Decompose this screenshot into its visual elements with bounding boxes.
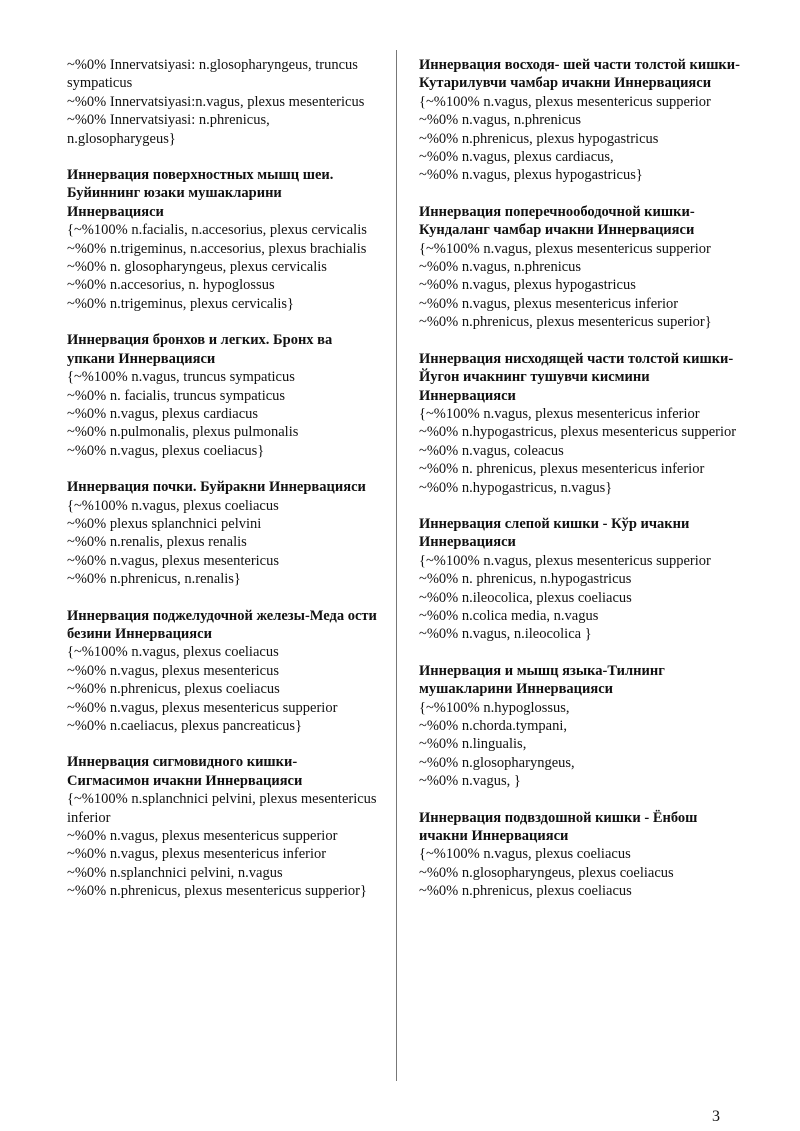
answer-option: ~%0% n.phrenicus, plexus mesentericus supperior} (67, 883, 367, 900)
answer-option: ~%0% n.phrenicus, plexus coeliacus (67, 681, 280, 698)
answer-option: ~%0% n.pulmonalis, plexus pulmonalis (67, 424, 299, 441)
question-heading: Иннервация сигмовидного кишки-Сигмасимон ичакни Иннервацияси (67, 754, 303, 789)
answer-option: ~%0% n. phrenicus, n.hypogastricus (419, 571, 632, 588)
answer-option: ~%0% n.vagus, plexus cardiacus (67, 405, 259, 422)
answer-option: ~%0% n.phrenicus, plexus hypogastricus (419, 130, 659, 147)
answer-option: ~%0% n.vagus, plexus mesentericus inferior (419, 295, 679, 312)
answer-option: {~%100% n.vagus, plexus mesentericus supperior (419, 240, 711, 257)
answer-option: {~%100% n.splanchnici pelvini, plexus mesentericus inferior (67, 791, 377, 826)
answer-option: ~%0% n.chorda.tympani, (419, 718, 567, 734)
answer-option: {~%100% n.vagus, plexus mesentericus supperior (419, 93, 711, 110)
answer-option: ~%0% n.vagus, n.phrenicus (419, 259, 582, 276)
question-heading: Иннервация подвздошной кишки - Ёнбош ичакни Иннервацияси (419, 809, 698, 845)
answer-option: ~%0% n.phrenicus, plexus coeliacus (419, 883, 632, 900)
answer-option: {~%100% n.hypoglossus, (419, 699, 570, 716)
answer-option: ~%0% n.vagus, plexus cardiacus, (419, 149, 614, 166)
answer-option: {~%100% n.facialis, n.accesorius, plexus cervicalis (67, 222, 367, 239)
answer-option: ~%0% n.caeliacus, plexus pancreaticus} (67, 718, 303, 734)
answer-option: {~%100% n.vagus, plexus coeliacus (67, 644, 279, 661)
question-block (67, 607, 377, 736)
question-block (67, 166, 377, 313)
answer-option: ~%0% n.ileocolica, plexus coeliacus (419, 589, 632, 606)
right-column (419, 56, 749, 919)
answer-option: ~%0% n.trigeminus, n.accesorius, plexus brachialis (67, 240, 367, 257)
answer-option: ~%0% n.lingualis, (419, 736, 527, 753)
answer-option: ~%0% n.vagus, } (419, 773, 521, 790)
question-heading: Иннервация нисходящей части толстой кишки-Йугон ичакнинг тушувчи кисмини Иннервацияси (419, 350, 734, 404)
answer-option: ~%0% n.vagus, plexus hypogastricus (419, 277, 636, 294)
question-block (419, 350, 749, 497)
question-heading: Иннервация поперечноободочной кишки-Кундаланг чамбар ичакни Иннервацияси (419, 203, 695, 239)
answer-option: ~%0% n.hypogastricus, n.vagus} (419, 479, 613, 496)
question-heading: Иннервация почки. Буйракни Иннервацияси (67, 479, 366, 496)
answer-option: ~%0% n.vagus, plexus mesentericus (67, 552, 280, 569)
answer-option: {~%100% n.vagus, plexus mesentericus inferior (419, 405, 700, 422)
page-number: 3 (712, 1108, 720, 1125)
left-column (67, 56, 377, 919)
question-block (67, 478, 377, 588)
answer-option: ~%0% n.vagus, plexus mesentericus (67, 662, 280, 679)
answer-option: ~%0% n.phrenicus, n.renalis} (67, 571, 241, 588)
answer-option: ~%0% Innervatsiyasi:n.vagus, plexus mesentericus (67, 93, 365, 110)
question-heading: Иннервация слепой кишки - Кўр ичакни Иннервацияси (419, 515, 690, 551)
answer-option: {~%100% n.vagus, truncus sympaticus (67, 369, 295, 386)
answer-option: ~%0% Innervatsiyasi: n.glosopharyngeus, truncus sympaticus (67, 57, 358, 92)
question-heading: Иннервация бронхов и легких. Бронх ва упкани Иннервацияси (67, 332, 333, 367)
question-heading: Иннервация и мышц языка-Тилнинг мушакларини Иннервацияси (419, 662, 665, 698)
answer-option: ~%0% plexus splanchnici pelvini (67, 515, 262, 532)
answer-option: {~%100% n.vagus, plexus mesentericus supperior (419, 552, 711, 569)
answer-option: ~%0% n.accesorius, n. hypoglossus (67, 277, 275, 294)
answer-option: ~%0% n.vagus, plexus mesentericus inferior (67, 846, 327, 863)
answer-option: ~%0% n.vagus, n.phrenicus (419, 112, 582, 129)
question-heading: Иннервация восходя- шей части толстой кишки-Кутарилувчи чамбар ичакни Иннервацияси (419, 57, 740, 92)
answer-option: ~%0% n.glosopharyngeus, (419, 754, 575, 771)
answer-option: {~%100% n.vagus, plexus coeliacus (67, 497, 279, 514)
answer-option: ~%0% n. glosopharyngeus, plexus cervicalis (67, 259, 327, 276)
answer-option: ~%0% Innervatsiyasi: n.phrenicus, n.glosopharygeus} (67, 112, 270, 147)
question-block (419, 809, 749, 901)
question-block (67, 331, 377, 460)
question-block (67, 753, 377, 900)
answer-option: ~%0% n.splanchnici pelvini, n.vagus (67, 864, 283, 881)
answer-option: ~%0% n.vagus, coleacus (419, 442, 564, 459)
question-heading: Иннервация поверхностных мышц шеи. Буйиннинг юзаки мушакларини Иннервацияси (67, 167, 334, 220)
answer-option: {~%100% n.vagus, plexus coeliacus (419, 846, 631, 863)
answer-option: ~%0% n.renalis, plexus renalis (67, 534, 247, 551)
answer-option: ~%0% n.hypogastricus, plexus mesentericus supperior (419, 424, 737, 441)
answer-option: ~%0% n.vagus, plexus mesentericus supperior (67, 828, 338, 845)
answer-option: ~%0% n. facialis, truncus sympaticus (67, 387, 286, 404)
answer-option: ~%0% n.vagus, plexus mesentericus supperior (67, 699, 338, 716)
answer-option: ~%0% n.vagus, n.ileocolica } (419, 626, 592, 643)
answer-option: ~%0% n.colica media, n.vagus (419, 607, 599, 624)
answer-option: ~%0% n. phrenicus, plexus mesentericus inferior (419, 461, 705, 478)
question-block (419, 515, 749, 644)
question-block (419, 56, 749, 185)
answer-option: ~%0% n.vagus, plexus hypogastricus} (419, 167, 643, 184)
answer-option: ~%0% n.vagus, plexus coeliacus} (67, 442, 265, 459)
answer-option: ~%0% n.phrenicus, plexus mesentericus superior} (419, 314, 712, 331)
column-divider (396, 50, 397, 1081)
question-block (419, 203, 749, 332)
answer-option: ~%0% n.trigeminus, plexus cervicalis} (67, 295, 295, 312)
answer-option: ~%0% n.glosopharyngeus, plexus coeliacus (419, 864, 674, 881)
question-block (67, 56, 377, 148)
question-heading: Иннервация поджелудочной железы-Меда ости безини Иннервацияси (67, 607, 377, 642)
question-block (419, 662, 749, 791)
